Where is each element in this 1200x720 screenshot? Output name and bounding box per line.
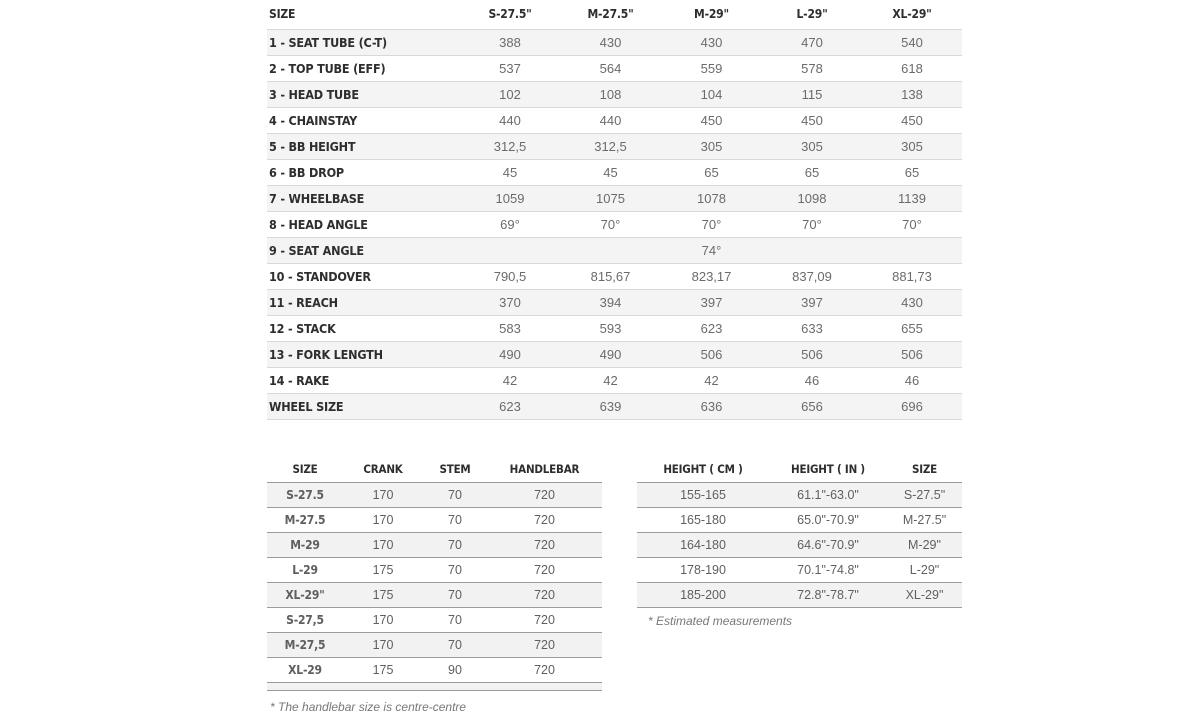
geometry-row-label: 2 - TOP TUBE (EFF) <box>269 60 386 76</box>
components-stem-value: 90 <box>448 662 462 677</box>
geometry-value: 46 <box>904 372 920 388</box>
geometry-value: 45 <box>502 164 518 180</box>
geometry-value: 388 <box>499 34 521 50</box>
geometry-row <box>267 81 962 107</box>
components-size-label: L-29 <box>292 562 318 577</box>
geometry-header-m275: M-27.5" <box>587 7 634 22</box>
geometry-value: 102 <box>499 86 521 102</box>
components-handlebar-value: 720 <box>534 637 555 652</box>
components-stem-value: 70 <box>448 537 462 552</box>
geometry-value: 583 <box>499 320 521 336</box>
components-crank-value: 175 <box>372 587 394 602</box>
sizing-height-in-value: 65.0"-70.9" <box>797 512 859 527</box>
geometry-row-label: 1 - SEAT TUBE (C-T) <box>269 34 387 50</box>
geometry-header-s275: S-27.5" <box>488 7 532 22</box>
geometry-value: 42 <box>603 372 618 388</box>
sizing-size-value: L-29" <box>909 562 940 577</box>
geometry-value: 564 <box>599 60 622 76</box>
geometry-value: 440 <box>499 112 521 128</box>
geometry-value: 65 <box>904 164 920 180</box>
geometry-value: 450 <box>901 112 923 128</box>
geometry-value: 623 <box>700 320 723 336</box>
components-size-label: S-27,5 <box>286 612 324 627</box>
components-handlebar-value: 720 <box>534 537 555 552</box>
geometry-row <box>267 341 962 367</box>
geometry-value <box>460 237 560 263</box>
sizing-row <box>637 582 962 607</box>
components-stem-value: 70 <box>448 612 462 627</box>
sizing-row <box>637 507 962 532</box>
components-header-stem: STEM <box>439 461 471 476</box>
geometry-value: 70° <box>701 216 722 232</box>
components-crank-value: 170 <box>372 537 394 552</box>
geometry-value: 138 <box>901 86 923 102</box>
geometry-row <box>267 315 962 341</box>
geometry-value: 470 <box>801 34 823 50</box>
components-stem-value: 70 <box>448 637 462 652</box>
components-handlebar-value: 720 <box>534 587 555 602</box>
components-stem-value: 70 <box>448 587 462 602</box>
geometry-value: 1059 <box>495 190 525 206</box>
components-handlebar-value: 720 <box>534 612 555 627</box>
geometry-value: 537 <box>499 60 521 76</box>
components-crank-value: 170 <box>372 512 394 527</box>
geometry-value: 440 <box>599 112 622 128</box>
geometry-row-label: 4 - CHAINSTAY <box>269 112 358 128</box>
geometry-header-xl29: XL-29" <box>892 7 932 22</box>
geometry-row <box>267 237 962 263</box>
geometry-row-label: 13 - FORK LENGTH <box>269 346 383 362</box>
components-row <box>267 582 602 607</box>
geometry-value <box>560 237 661 263</box>
sizing-height-cm-value: 165-180 <box>680 512 726 527</box>
geometry-value: 790,5 <box>493 268 527 284</box>
geometry-value: 656 <box>801 398 823 414</box>
geometry-value: 430 <box>700 34 723 50</box>
components-size-label: M-29 <box>290 537 320 552</box>
geometry-header-l29: L-29" <box>796 7 828 22</box>
geometry-value: 593 <box>599 320 622 336</box>
geometry-value: 490 <box>499 346 521 362</box>
geometry-value: 696 <box>901 398 923 414</box>
geometry-value: 540 <box>901 34 923 50</box>
geometry-value: 490 <box>599 346 622 362</box>
geometry-header-size: SIZE <box>269 7 296 22</box>
geometry-value: 506 <box>700 346 723 362</box>
sizing-size-value: M-27.5" <box>902 512 947 527</box>
components-row <box>267 482 602 507</box>
sizing-height-cm-value: 155-165 <box>680 487 726 502</box>
geometry-value: 506 <box>801 346 823 362</box>
geometry-row-label: 11 - REACH <box>269 294 338 310</box>
geometry-value: 394 <box>599 294 622 310</box>
geometry-value: 618 <box>901 60 923 76</box>
geometry-value: 559 <box>700 60 723 76</box>
geometry-value: 69° <box>500 216 520 232</box>
geometry-value: 370 <box>499 294 521 310</box>
components-handlebar-value: 720 <box>534 487 555 502</box>
components-handlebar-value: 720 <box>534 662 555 677</box>
components-size-label: M-27.5 <box>284 512 326 527</box>
geometry-value: 70° <box>902 216 922 232</box>
geometry-row-label: WHEEL SIZE <box>269 398 344 414</box>
geometry-value: 450 <box>801 112 823 128</box>
geometry-row <box>267 107 962 133</box>
sizing-header-height-in: HEIGHT ( IN ) <box>791 461 865 476</box>
geometry-row-label: 10 - STANDOVER <box>269 268 371 284</box>
geometry-value <box>762 237 862 263</box>
geometry-value: 305 <box>700 138 723 154</box>
geometry-value: 450 <box>700 112 723 128</box>
components-stem-value: 70 <box>448 562 462 577</box>
components-header-row <box>267 456 602 482</box>
geometry-value: 115 <box>801 86 823 102</box>
components-header-handlebar: HANDLEBAR <box>509 461 580 476</box>
geometry-row-label: 14 - RAKE <box>269 372 330 388</box>
components-size-label: S-27.5 <box>286 487 324 502</box>
geometry-row <box>267 393 962 419</box>
components-size-label: XL-29 <box>288 662 322 677</box>
geometry-value: 70° <box>802 216 822 232</box>
geometry-value: 837,09 <box>792 268 832 284</box>
sizing-header-row <box>637 456 962 482</box>
sizing-header-size: SIZE <box>911 461 938 476</box>
components-size-label: XL-29" <box>285 587 325 602</box>
components-row <box>267 532 602 557</box>
geometry-row <box>267 29 962 55</box>
geometry-value: 1139 <box>898 190 926 206</box>
geometry-row-label: 8 - HEAD ANGLE <box>269 216 368 232</box>
geometry-value: 312,5 <box>594 138 627 154</box>
geometry-row-label: 3 - HEAD TUBE <box>269 86 359 102</box>
components-handlebar-value: 720 <box>534 562 555 577</box>
sizing-row <box>637 557 962 582</box>
geometry-value: 623 <box>499 398 521 414</box>
geometry-value: 430 <box>599 34 622 50</box>
sizing-row <box>637 482 962 507</box>
estimated-measurements-footnote: * Estimated measurements <box>648 614 793 628</box>
geometry-value: 1078 <box>697 190 726 206</box>
geometry-value: 312,5 <box>493 138 527 154</box>
geometry-value: 430 <box>901 294 923 310</box>
components-crank-value: 170 <box>372 637 394 652</box>
geometry-row-label: 5 - BB HEIGHT <box>269 138 356 154</box>
components-crank-value: 175 <box>372 662 394 677</box>
components-stem-value: 70 <box>448 487 462 502</box>
table-end-strip <box>267 682 602 690</box>
sizing-height-cm-value: 178-190 <box>680 562 726 577</box>
sizing-size-value: M-29" <box>908 537 941 552</box>
geometry-value: 1098 <box>797 190 827 206</box>
geometry-value <box>862 237 962 263</box>
geometry-value: 45 <box>603 164 618 180</box>
components-row <box>267 657 602 682</box>
geometry-value: 815,67 <box>590 268 631 284</box>
sizing-height-cm-value: 164-180 <box>680 537 726 552</box>
components-table <box>267 456 602 691</box>
geometry-value: 636 <box>700 398 723 414</box>
components-stem-value: 70 <box>448 512 462 527</box>
geometry-value: 633 <box>801 320 823 336</box>
geometry-row-label: 7 - WHEELBASE <box>269 190 365 206</box>
geometry-value: 305 <box>901 138 923 154</box>
sizing-height-in-value: 61.1"-63.0" <box>797 487 859 502</box>
geometry-value: 506 <box>901 346 923 362</box>
components-size-label: M-27,5 <box>284 637 326 652</box>
geometry-row-label: 12 - STACK <box>269 320 336 336</box>
components-handlebar-value: 720 <box>534 512 555 527</box>
geometry-value: 74° <box>701 242 722 258</box>
geometry-row-label: 6 - BB DROP <box>269 164 344 180</box>
sizing-row <box>637 532 962 557</box>
geometry-value: 104 <box>700 86 723 102</box>
geometry-row <box>267 263 962 289</box>
geometry-value: 823,17 <box>691 268 732 284</box>
geometry-value: 65 <box>804 164 820 180</box>
sizing-height-in-value: 70.1"-74.8" <box>797 562 859 577</box>
handlebar-footnote: * The handlebar size is centre-centre <box>270 700 467 714</box>
geometry-value: 881,73 <box>892 268 932 284</box>
geometry-value: 639 <box>599 398 622 414</box>
sizing-size-value: S-27.5" <box>903 487 946 502</box>
sizing-header-height-cm: HEIGHT ( CM ) <box>663 461 743 476</box>
geometry-value: 65 <box>704 164 719 180</box>
geometry-value: 70° <box>600 216 621 232</box>
geometry-value: 46 <box>804 372 820 388</box>
components-crank-value: 170 <box>372 612 394 627</box>
components-crank-value: 170 <box>372 487 394 502</box>
sizing-size-value: XL-29" <box>905 587 944 602</box>
geometry-row <box>267 367 962 393</box>
geometry-value: 42 <box>704 372 719 388</box>
geometry-row <box>267 211 962 237</box>
geometry-row <box>267 159 962 185</box>
geometry-row <box>267 289 962 315</box>
geometry-row-label: 9 - SEAT ANGLE <box>269 242 364 258</box>
sizing-height-in-value: 72.8"-78.7" <box>797 587 859 602</box>
components-header-size: SIZE <box>292 461 318 476</box>
geometry-header-row <box>267 0 962 29</box>
sizing-height-in-value: 64.6"-70.9" <box>797 537 859 552</box>
geometry-row <box>267 185 962 211</box>
components-row <box>267 557 602 582</box>
components-row <box>267 632 602 657</box>
geometry-value: 397 <box>801 294 823 310</box>
geometry-value: 655 <box>901 320 923 336</box>
geometry-value: 108 <box>599 86 622 102</box>
geometry-value: 42 <box>502 372 518 388</box>
geometry-row <box>267 55 962 81</box>
geometry-header-m29: M-29" <box>694 7 729 22</box>
components-crank-value: 175 <box>372 562 394 577</box>
geometry-table <box>267 0 962 420</box>
geometry-row <box>267 133 962 159</box>
sizing-height-cm-value: 185-200 <box>680 587 726 602</box>
components-row <box>267 507 602 532</box>
components-header-crank: CRANK <box>363 461 403 476</box>
geometry-value: 578 <box>801 60 823 76</box>
sizing-table <box>637 456 962 608</box>
geometry-value: 1075 <box>596 190 625 206</box>
components-row <box>267 607 602 632</box>
geometry-value: 397 <box>700 294 723 310</box>
geometry-value: 305 <box>801 138 823 154</box>
